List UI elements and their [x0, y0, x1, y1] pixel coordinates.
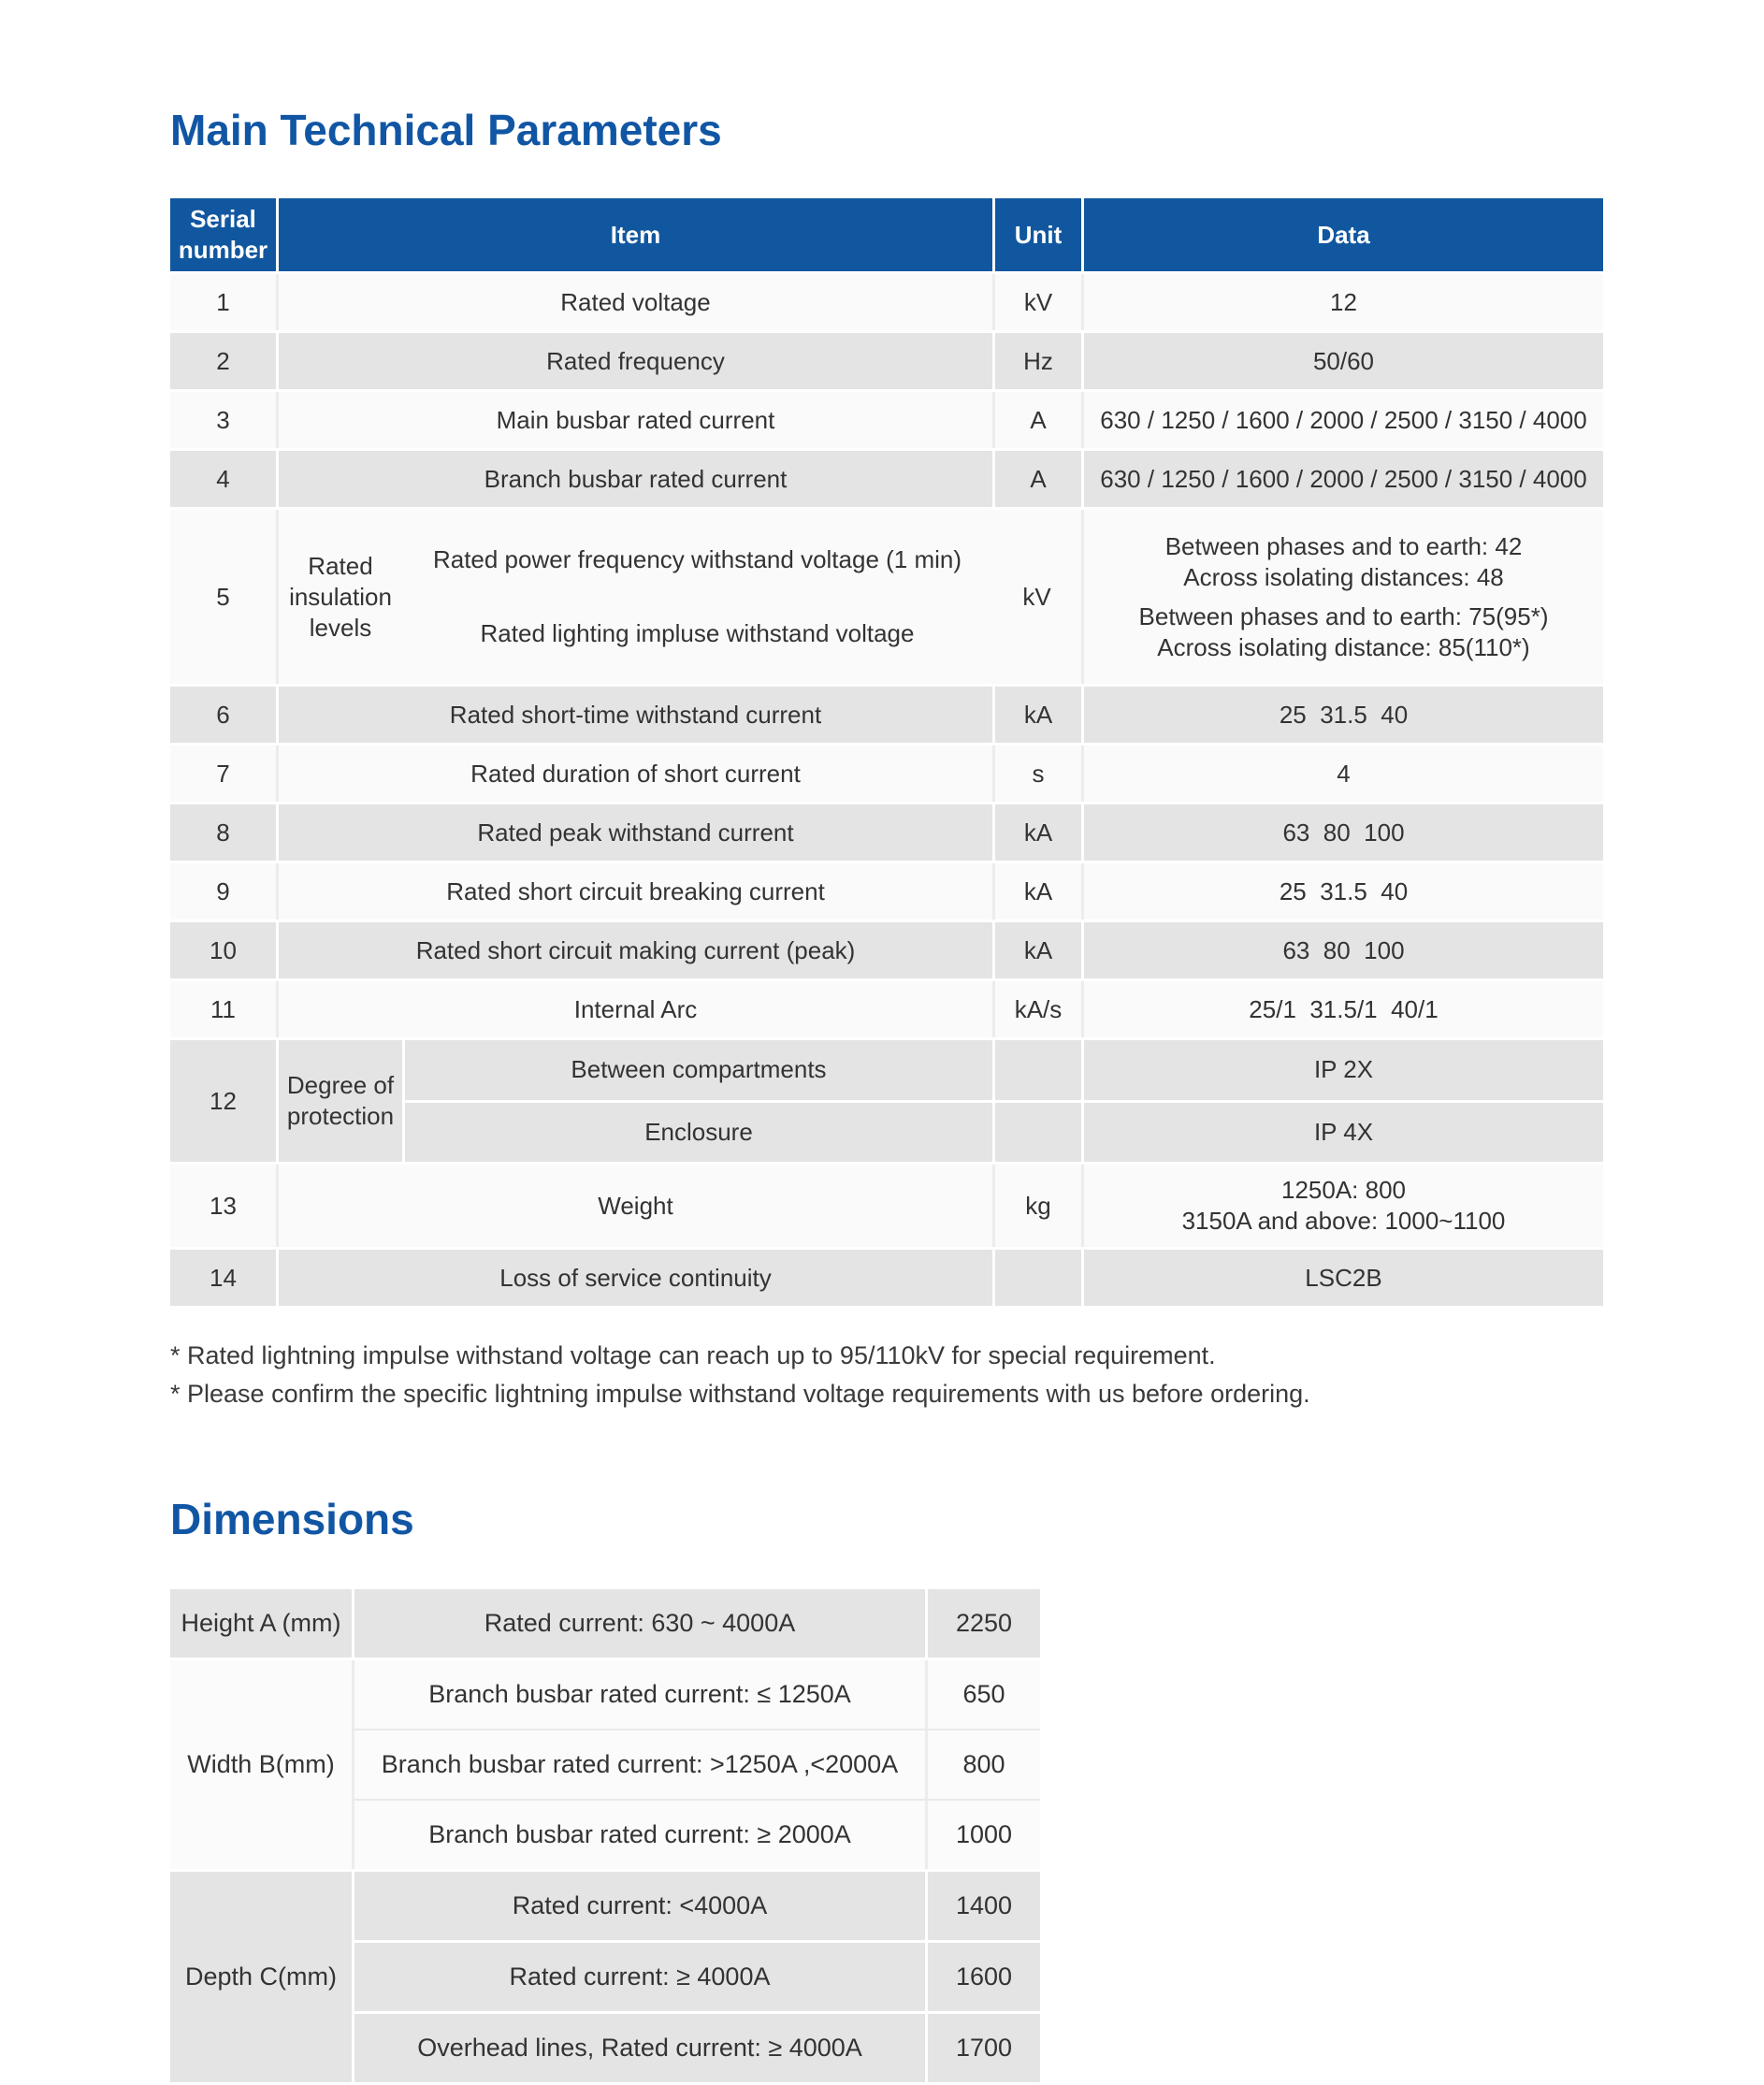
unit-cell: kA [992, 687, 1081, 743]
serial-cell: 7 [216, 759, 230, 788]
table-row [170, 392, 1603, 451]
unit-cell: A [992, 451, 1081, 507]
table-row [170, 1165, 1603, 1250]
page-title: Main Technical Parameters [170, 106, 722, 154]
item-subitems-cell [402, 510, 992, 684]
table-sub-row [405, 1100, 1603, 1163]
dimension-desc-cell: Branch busbar rated current: ≥ 2000A [428, 1820, 851, 1848]
item-cell: Rated peak withstand current [276, 804, 992, 861]
item-cell: Internal Arc [276, 981, 992, 1037]
table-row [170, 274, 1603, 333]
section-title-dimensions: Dimensions [170, 1495, 414, 1543]
dimension-rows [354, 1872, 1040, 2082]
item-cell: Rated short circuit making current (peak) [276, 922, 992, 978]
column-header-unit: Unit [992, 198, 1081, 271]
footnote-line: * Rated lightning impulse withstand voltage can reach up to 95/110kV for special requirement. [170, 1341, 1216, 1369]
item-group-cell: Rated insulation levels [276, 510, 402, 684]
data-cell: 12 [1081, 274, 1603, 330]
dimension-row [354, 1872, 1040, 1940]
table-row [170, 1250, 1603, 1309]
unit-cell: kV [992, 274, 1081, 330]
dimension-desc-cell: Rated current: <4000A [512, 1891, 768, 1919]
unit-cell: kA [992, 863, 1081, 919]
table-row [170, 746, 1603, 804]
item-cell: Rated short-time withstand current [276, 687, 992, 743]
item-group-cell: Degree of protection [276, 1040, 402, 1162]
item-cell: Enclosure [644, 1117, 753, 1146]
item-cell: Weight [276, 1165, 992, 1247]
data-line: Across isolating distance: 85(110*) [1157, 632, 1530, 661]
dimension-desc-cell: Branch busbar rated current: ≤ 1250A [428, 1680, 851, 1708]
item-cell: Rated voltage [276, 274, 992, 330]
item-cell: Loss of service continuity [276, 1250, 992, 1306]
serial-cell: 9 [216, 876, 230, 905]
footnotes [170, 1337, 1764, 1413]
dimension-label-cell: Height A (mm) [170, 1589, 354, 1658]
item-cell: Main busbar rated current [276, 392, 992, 448]
item-cell: Branch busbar rated current [276, 451, 992, 507]
unit-cell: kA [992, 922, 1081, 978]
unit-cell: Hz [992, 333, 1081, 389]
serial-cell: 4 [216, 464, 230, 493]
dimension-label-cell: Depth C(mm) [170, 1872, 354, 2082]
table-row-insulation-levels [170, 510, 1603, 687]
data-cell: LSC2B [1081, 1250, 1603, 1306]
data-cell: IP 4X [1081, 1103, 1603, 1163]
data-line: Between phases and to earth: 75(95*) [1138, 601, 1549, 630]
dimension-label-cell: Width B(mm) [170, 1660, 354, 1869]
serial-cell: 5 [216, 582, 230, 611]
item-cell: Rated frequency [276, 333, 992, 389]
data-line: 3150A and above: 1000~1100 [1181, 1207, 1506, 1235]
dimension-group-height [170, 1589, 1040, 1660]
sub-item: Rated lighting impluse withstand voltage [480, 619, 915, 647]
data-cell: 25/1 31.5/1 40/1 [1081, 981, 1603, 1037]
dimension-value-cell: 650 [925, 1660, 1040, 1729]
dimension-desc-cell: Rated current: 630 ~ 4000A [484, 1609, 796, 1637]
data-cell [1081, 510, 1603, 684]
column-header-item: Item [276, 198, 992, 271]
unit-cell [992, 1040, 1081, 1100]
data-cell: 630 / 1250 / 1600 / 2000 / 2500 / 3150 / 4000 [1081, 451, 1603, 507]
dimension-group-depth [170, 1872, 1040, 2085]
sub-item: Rated power frequency withstand voltage (1 min) [432, 545, 962, 573]
unit-cell: kg [992, 1165, 1081, 1247]
unit-cell: kA [992, 804, 1081, 861]
column-header-data: Data [1081, 198, 1603, 271]
serial-cell: 12 [210, 1086, 237, 1115]
dimension-group-width [170, 1660, 1040, 1872]
dimension-row [354, 1729, 1040, 1799]
serial-cell: 11 [210, 994, 236, 1023]
serial-cell: 3 [216, 405, 230, 434]
data-line: 1250A: 800 [1280, 1176, 1406, 1204]
item-cell: Rated duration of short current [276, 746, 992, 802]
unit-cell [992, 1250, 1081, 1306]
table-row [170, 804, 1603, 863]
table-header-row [170, 198, 1603, 274]
data-cell: 4 [1081, 746, 1603, 802]
table-row [170, 981, 1603, 1040]
dimensions-table [170, 1589, 1040, 2085]
data-cell: 25 31.5 40 [1081, 687, 1603, 743]
data-cell: 63 80 100 [1081, 922, 1603, 978]
dimension-value-cell: 1400 [925, 1872, 1040, 1940]
unit-cell: s [992, 746, 1081, 802]
data-line-group [1139, 601, 1549, 663]
table-row [170, 687, 1603, 746]
dimension-row [354, 1660, 1040, 1729]
data-cell [1081, 1165, 1603, 1247]
serial-cell: 14 [210, 1263, 237, 1292]
serial-cell: 10 [210, 935, 237, 964]
table-row [170, 333, 1603, 392]
dimension-desc-cell: Branch busbar rated current: >1250A ,<2000A [381, 1750, 899, 1778]
unit-cell [992, 1103, 1081, 1163]
table-row [170, 922, 1603, 981]
table-row [170, 451, 1603, 510]
serial-cell: 2 [216, 346, 230, 375]
serial-cell: 13 [210, 1191, 237, 1220]
item-cell: Rated short circuit breaking current [276, 863, 992, 919]
table-row [170, 863, 1603, 922]
dimension-desc-cell: Rated current: ≥ 4000A [509, 1962, 771, 1991]
unit-cell: A [992, 392, 1081, 448]
dimension-row [354, 2011, 1040, 2082]
dimension-value-cell: 1000 [925, 1801, 1040, 1869]
dimension-rows [354, 1589, 1040, 1658]
serial-cell: 8 [216, 818, 230, 847]
dimension-value-cell: 800 [925, 1730, 1040, 1799]
serial-cell: 6 [216, 700, 230, 729]
table-sub-row [405, 1040, 1603, 1100]
serial-cell: 1 [216, 287, 230, 316]
protection-sub-rows [402, 1040, 1603, 1162]
data-line: Across isolating distances: 48 [1183, 562, 1504, 591]
unit-cell: kA/s [992, 981, 1081, 1037]
footnote-line: * Please confirm the specific lightning impulse withstand voltage requirements with us before ordering. [170, 1380, 1310, 1408]
dimension-desc-cell: Overhead lines, Rated current: ≥ 4000A [417, 2034, 862, 2062]
item-cell: Between compartments [571, 1055, 827, 1084]
dimension-row [354, 1940, 1040, 2011]
dimension-value-cell: 1600 [925, 1943, 1040, 2011]
table-row-degree-of-protection [170, 1040, 1603, 1165]
dimension-value-cell: 2250 [925, 1589, 1040, 1658]
dimension-row [354, 1589, 1040, 1658]
data-cell: 63 80 100 [1081, 804, 1603, 861]
column-header-serial: Serial number [178, 205, 268, 264]
data-cell: IP 2X [1081, 1040, 1603, 1100]
data-cell: 630 / 1250 / 1600 / 2000 / 2500 / 3150 / 4000 [1081, 392, 1603, 448]
data-cell: 25 31.5 40 [1081, 863, 1603, 919]
unit-cell: kV [1022, 582, 1051, 611]
parameters-table [170, 198, 1603, 1309]
dimension-row [354, 1799, 1040, 1869]
data-line: Between phases and to earth: 42 [1164, 531, 1523, 560]
data-line-group [1165, 531, 1523, 593]
data-cell: 50/60 [1081, 333, 1603, 389]
dimension-value-cell: 1700 [925, 2014, 1040, 2082]
dimension-rows [354, 1660, 1040, 1869]
